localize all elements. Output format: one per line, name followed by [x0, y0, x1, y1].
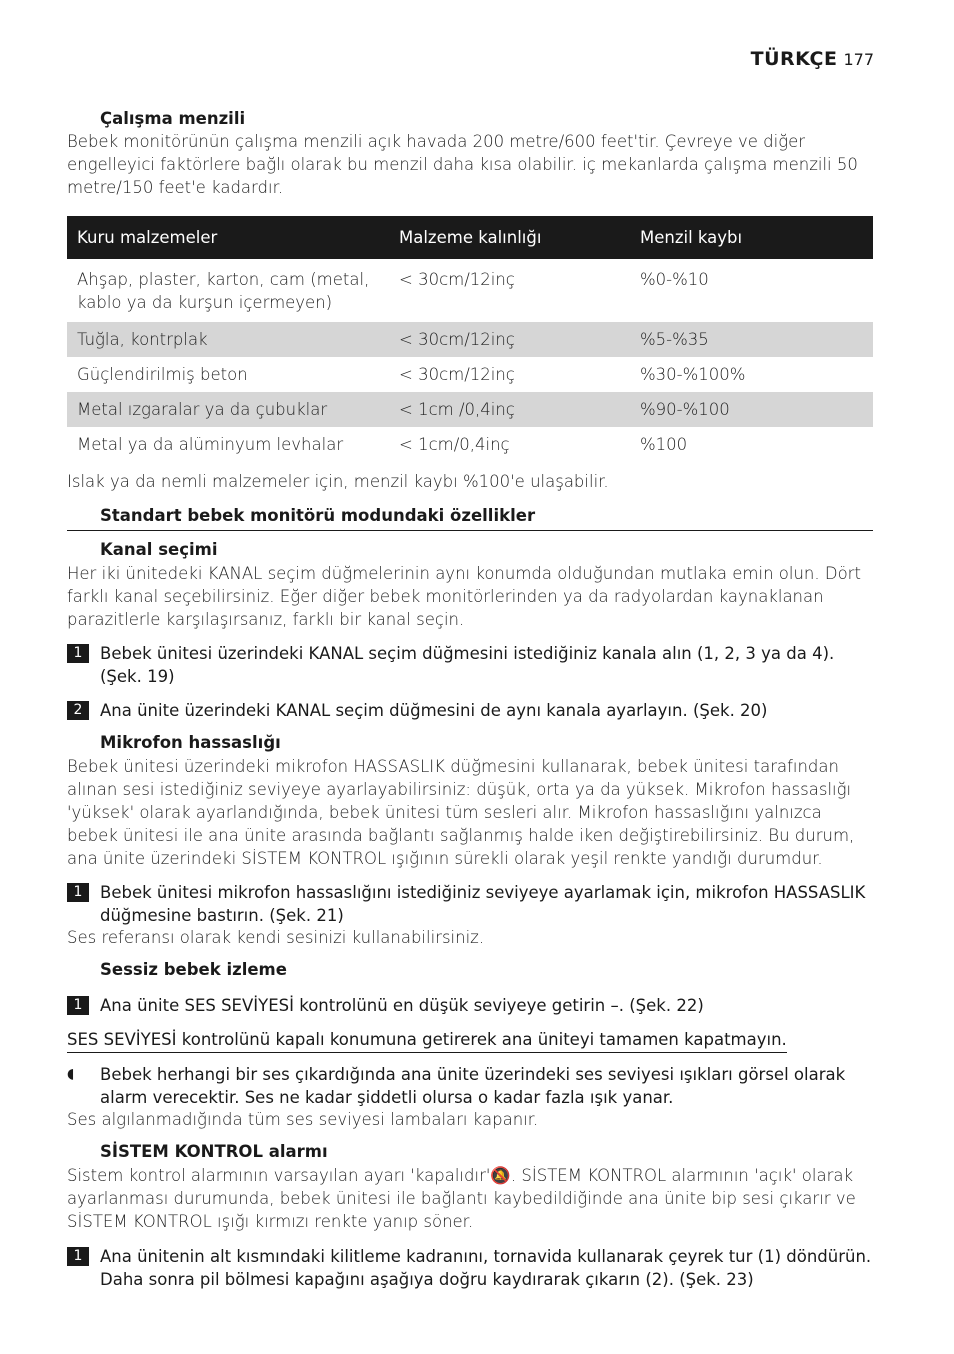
table-cell: %30-%100% — [640, 365, 746, 384]
table-cell: %90-%100 — [630, 392, 873, 427]
step-text: Ana ünite SES SEVİYESİ kontrolünü en düşük seviyeye getirin –. (Şek. 22) — [100, 996, 704, 1015]
table-row — [67, 259, 873, 322]
section-divider — [67, 530, 873, 531]
mic-note: Ses referansı olarak kendi sesinizi kullanabilirsiniz. — [67, 928, 485, 947]
channel-step-2 — [67, 699, 877, 722]
mic-heading: Mikrofon hassaslığı — [100, 733, 281, 752]
table-cell: < 1cm /0,4inç — [389, 392, 630, 427]
range-table — [67, 216, 873, 462]
table-cell: Güçlendirilmiş beton — [77, 365, 248, 384]
column-header: Kuru malzemeler — [67, 216, 389, 259]
silent-note: Ses algılanmadığında tüm ses seviyesi lambaları kapanır. — [67, 1110, 539, 1129]
step-number: 1 — [67, 883, 89, 902]
alarm-step-1 — [67, 1245, 877, 1291]
range-heading: Çalışma menzili — [100, 109, 246, 128]
range-text: Bebek monitörünün çalışma menzili açık havada 200 metre/600 feet'tir. Çevreye ve diğer engelleyici faktörlere bağlı olarak bu menzil daha kısa olabilir. iç mekanlarda çalışma menzili 50 metre/150 feet'e kadardır. — [67, 132, 858, 197]
bullet-text: Bebek herhangi bir ses çıkardığında ana ünite üzerindeki ses seviyesi ışıkları görsel olarak alarm verecektir. Ses ne kadar şiddetli olursa o kadar fazla ışık yanar. — [100, 1065, 846, 1107]
mic-text: Bebek ünitesi üzerindeki mikrofon HASSASLIK düğmesini kullanarak, bebek ünitesi tarafından alınan sesi istediğiniz seviyeye ayarlayabilirsiniz: düşük, orta ya da yüksek. Mikrofon hassaslığı 'yüksek' olarak ayarlandığında, bebek ünitesi tüm sesleri alır. Mikrofon hassaslığını yalnızca bebek ünitesi ile ana ünite arasında bağlantı sağlanmış halde iken değiştirebilirsiniz. Bu durum, ana ünite üzerindeki SİSTEM KONTROL ışığının sürekli olarak yeşil renkte yandığı durumdur. — [67, 757, 855, 868]
language-label: TÜRKÇE — [750, 48, 838, 70]
step-text: Bebek ünitesi mikrofon hassaslığını istediğiniz seviyeye ayarlamak için, mikrofon HASSASLIK düğmesine bastırın. (Şek. 21) — [100, 883, 866, 925]
step-number: 1 — [67, 996, 89, 1015]
table-cell: Metal ya da alüminyum levhalar — [77, 435, 344, 454]
table-row — [67, 392, 873, 427]
silent-warning: SES SEVİYESİ kontrolünü kapalı konumuna getirerek ana üniteyi tamamen kapatmayın. — [67, 1028, 787, 1053]
table-cell: < 30cm/12inç — [389, 322, 630, 357]
table-row — [67, 357, 873, 392]
step-text: Ana ünite üzerindeki KANAL seçim düğmesini de aynı kanala ayarlayın. (Şek. 20) — [100, 701, 768, 720]
mic-step-1 — [67, 881, 877, 927]
channel-text: Her iki ünitedeki KANAL seçim düğmelerinin aynı konumda olduğundan mutlaka emin olun. Dört farklı kanal seçebilirsiniz. Eğer diğer bebek monitörlerinden ya da radyolardan kaynaklanan parazitlerle karşılaşırsanız, farklı bir kanal seçin. — [67, 564, 861, 629]
table-header-row — [67, 216, 873, 259]
column-header: Menzil kaybı — [630, 216, 873, 259]
table-cell: Metal ızgaralar ya da çubuklar — [67, 392, 389, 427]
channel-heading: Kanal seçimi — [100, 540, 218, 559]
silent-step-1 — [67, 994, 877, 1017]
silent-bullet — [67, 1063, 877, 1109]
alarm-text: Sistem kontrol alarmının varsayılan ayarı 'kapalıdır'🔕. SİSTEM KONTROL alarmının 'açık' olarak ayarlanması durumunda, bebek ünitesi ile bağlantı kaybedildiğinde ana ünite bip sesi çıkarır ve SİSTEM KONTROL ışığı kırmızı renkte yanıp söner. — [67, 1166, 856, 1231]
step-text: Ana ünitenin alt kısmındaki kilitleme kadranını, tornavida kullanarak çeyrek tur (1) döndürün. Daha sonra pil bölmesi kapağını aşağıya doğru kaydırarak çıkarın (2). (Şek. 23) — [100, 1247, 872, 1289]
column-header: Malzeme kalınlığı — [389, 216, 630, 259]
wet-material-note: Islak ya da nemli malzemeler için, menzil kaybı %100'e ulaşabilir. — [67, 472, 609, 491]
table-row — [67, 427, 873, 462]
table-cell: Ahşap, plaster, karton, cam (metal, kablo ya da kurşun içermeyen) — [77, 270, 370, 312]
standard-mode-heading: Standart bebek monitörü modundaki özellikler — [100, 506, 536, 525]
alarm-heading: SİSTEM KONTROL alarmı — [100, 1142, 328, 1161]
table-cell: < 30cm/12inç — [399, 365, 515, 384]
silent-heading: Sessiz bebek izleme — [100, 960, 287, 979]
table-cell: %5-%35 — [630, 322, 873, 357]
bullet-icon: ◖ — [67, 1066, 75, 1082]
step-number: 1 — [67, 1247, 89, 1266]
table-cell: Tuğla, kontrplak — [67, 322, 389, 357]
table-row — [67, 322, 873, 357]
step-text: Bebek ünitesi üzerindeki KANAL seçim düğmesini istediğiniz kanala alın (1, 2, 3 ya da 4). (Şek. 19) — [100, 644, 835, 686]
table-cell: < 30cm/12inç — [399, 270, 515, 289]
page-header — [751, 48, 874, 70]
table-cell: < 1cm/0,4inç — [399, 435, 510, 454]
table-cell: %0-%10 — [640, 270, 709, 289]
table-cell: %100 — [640, 435, 688, 454]
step-number: 2 — [67, 701, 89, 720]
step-number: 1 — [67, 644, 89, 663]
page-number: 177 — [843, 50, 874, 69]
channel-step-1 — [67, 642, 877, 688]
